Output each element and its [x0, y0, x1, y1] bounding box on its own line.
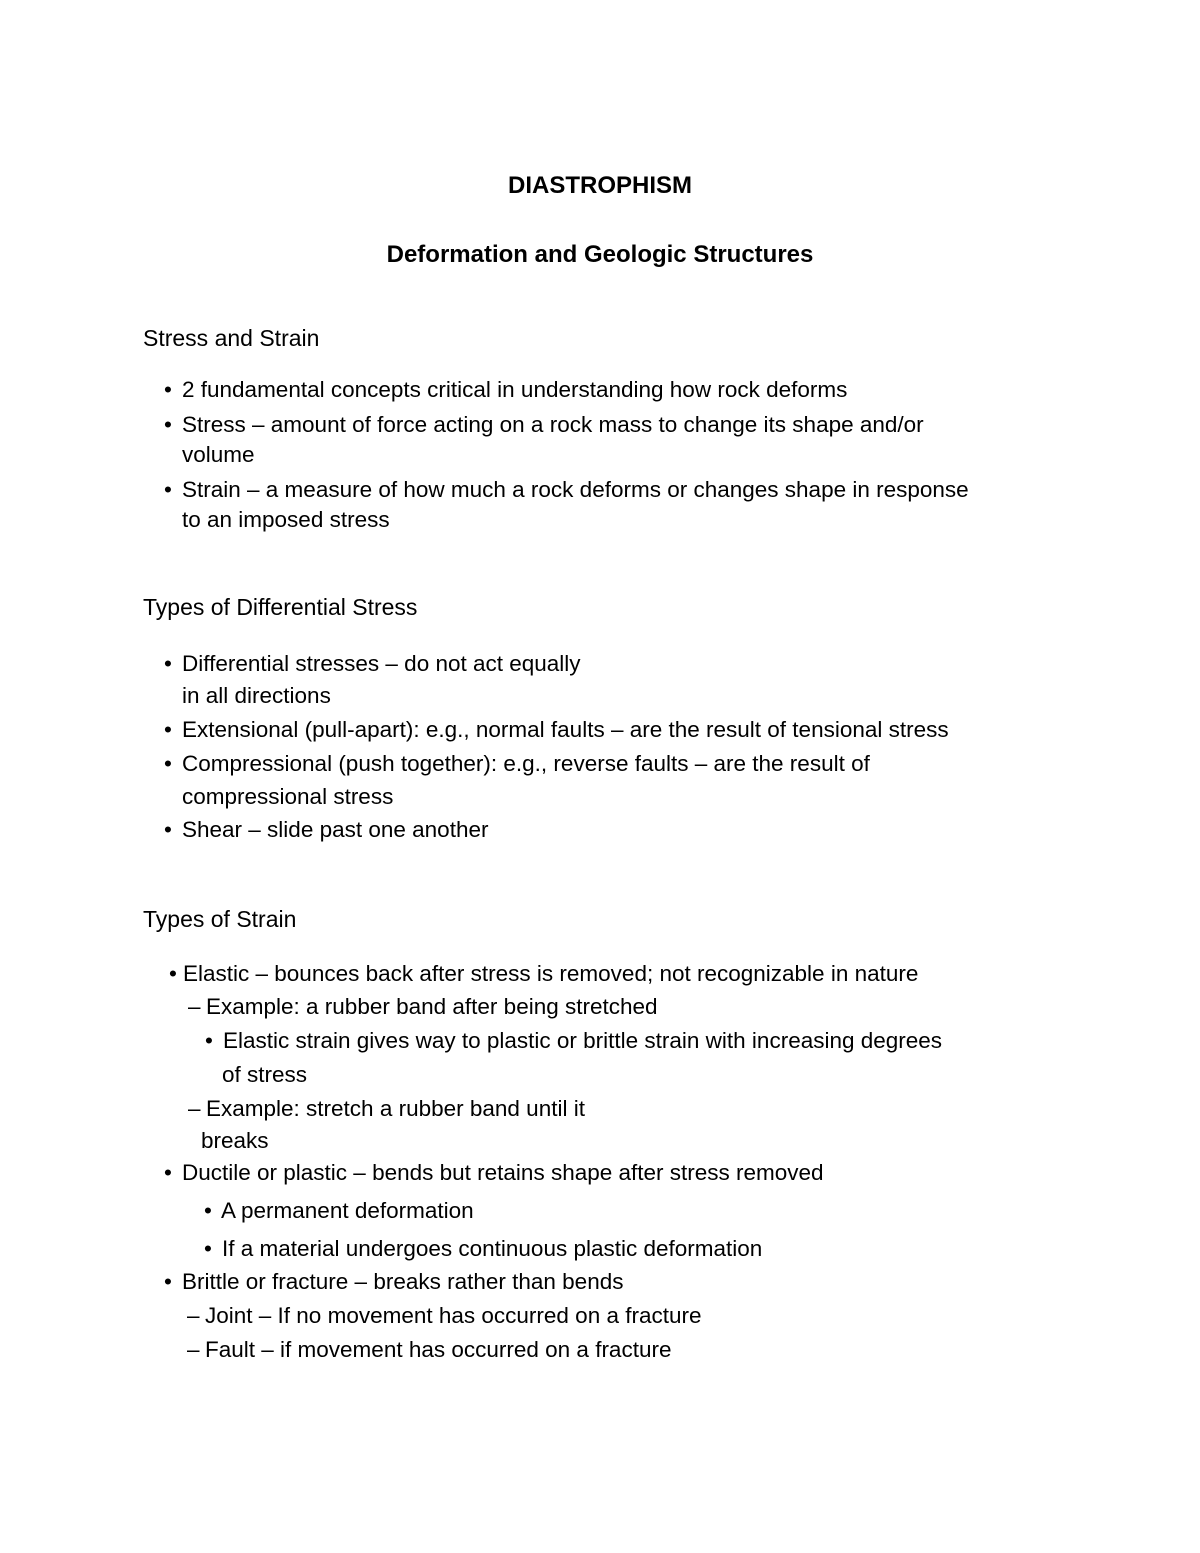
bullet-marker: •: [169, 961, 177, 986]
bullet-marker: •: [205, 1028, 213, 1053]
bullet-marker: •: [164, 477, 172, 502]
list-item-continuation: volume: [182, 442, 255, 467]
list-item-text: Fault – if movement has occurred on a fracture: [205, 1337, 672, 1362]
list-item-text: Example: a rubber band after being stretched: [206, 994, 658, 1019]
bullet-marker: •: [164, 717, 172, 742]
bullet-marker: •: [204, 1198, 212, 1223]
list-item-text: Ductile or plastic – bends but retains shape after stress removed: [182, 1160, 824, 1185]
list-item-continuation: compressional stress: [182, 784, 394, 809]
document-title: DIASTROPHISM: [507, 172, 692, 199]
list-item-text: Elastic – bounces back after stress is removed; not recognizable in nature: [183, 961, 919, 986]
list-item-text: Stress – amount of force acting on a rock mass to change its shape and/or: [182, 412, 924, 437]
bullet-marker: •: [204, 1236, 212, 1261]
list-item-text: Extensional (pull-apart): e.g., normal faults – are the result of tensional stress: [182, 717, 949, 742]
bullet-marker: •: [164, 651, 172, 676]
dash-marker: –: [187, 1303, 200, 1328]
list-item-text: If a material undergoes continuous plastic deformation: [222, 1236, 763, 1261]
list-item-text: Shear – slide past one another: [182, 817, 489, 842]
list-item-text: A permanent deformation: [221, 1198, 474, 1223]
bullet-marker: •: [164, 377, 172, 402]
section-heading-stress-strain: Stress and Strain: [143, 325, 320, 351]
bullet-marker: •: [164, 1160, 172, 1185]
list-item-text: 2 fundamental concepts critical in understanding how rock deforms: [182, 377, 848, 402]
bullet-marker: •: [164, 412, 172, 437]
bullet-marker: •: [164, 1269, 172, 1294]
bullet-marker: •: [164, 751, 172, 776]
list-item-continuation: in all directions: [182, 683, 331, 708]
list-item-text: Compressional (push together): e.g., reverse faults – are the result of: [182, 751, 870, 776]
list-item-continuation: to an imposed stress: [182, 507, 390, 532]
list-item-continuation: of stress: [222, 1062, 308, 1087]
list-item-text: Elastic strain gives way to plastic or brittle strain with increasing degrees: [223, 1028, 943, 1053]
list-item-text: Strain – a measure of how much a rock deforms or changes shape in response: [182, 477, 969, 502]
list-item-text: Joint – If no movement has occurred on a fracture: [205, 1303, 702, 1328]
dash-marker: –: [188, 1096, 201, 1121]
document-subtitle: Deformation and Geologic Structures: [386, 241, 814, 268]
dash-marker: –: [188, 994, 201, 1019]
section-heading-types-of-strain: Types of Strain: [143, 906, 297, 932]
section-heading-differential-stress: Types of Differential Stress: [143, 594, 418, 620]
list-item-text: Brittle or fracture – breaks rather than bends: [182, 1269, 624, 1294]
list-item-text: Differential stresses – do not act equally: [182, 651, 581, 676]
bullet-marker: •: [164, 817, 172, 842]
list-item-continuation: breaks: [201, 1128, 269, 1153]
list-item-text: Example: stretch a rubber band until it: [206, 1096, 585, 1121]
dash-marker: –: [187, 1337, 200, 1362]
